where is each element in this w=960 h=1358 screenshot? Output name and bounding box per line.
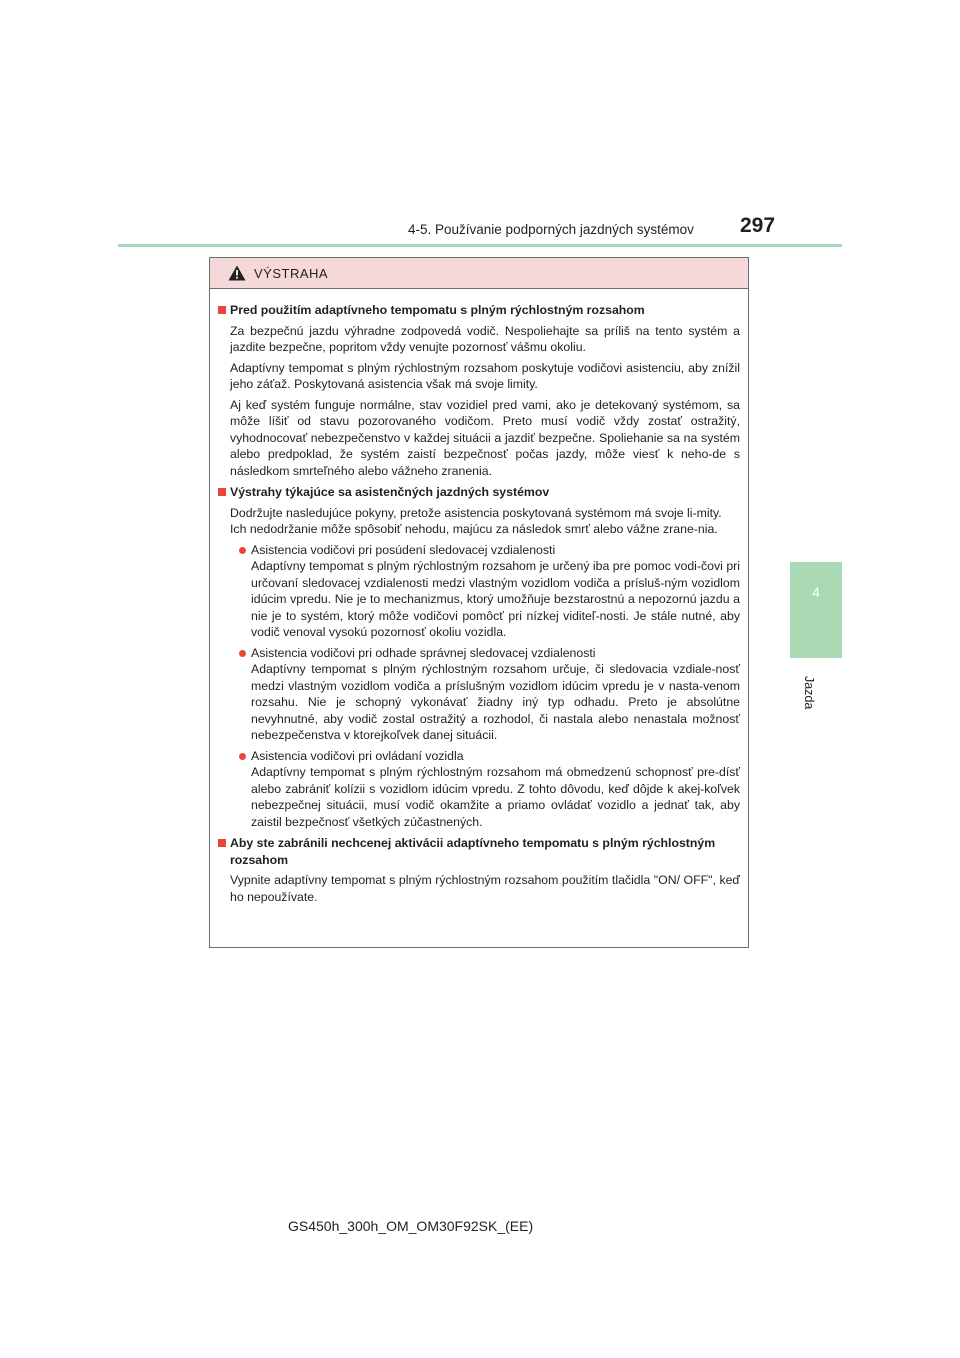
circle-bullet-icon	[239, 547, 246, 554]
section-title: Pred použitím adaptívneho tempomatu s plným rýchlostným rozsahom	[218, 302, 740, 319]
circle-bullet-icon	[239, 650, 246, 657]
bullet-text: Adaptívny tempomat s plným rýchlostným rozsahom má obmedzenú schopnosť pre-dísť alebo zabrániť kolízii s vozidlom idúcim vpredu. Z tohto dôvodu, keď dôjde k akej-koľvek nebezpečnej situácii, musí vodič okamžite a priamo ovládať vozidlo a jednať tak, aby zaistil bezpečnosť všetkých zúčastnených.	[251, 765, 740, 829]
paragraph: Aj keď systém funguje normálne, stav vozidiel pred vami, ako je detekovaný systémom, sa môže líšiť od stavu pozorovaného vodičom. Preto musí vodič vždy zostať ostražitý, vyhodnocovať nebezpečenstvo v každej situácii a jazdiť bezpečne. Spoliehanie sa na systém alebo predpoklad, že systém zaistí bezpečnosť počas jazdy, môže viesť k neho-de s následkom smrteľného alebo vážneho zranenia.	[230, 397, 740, 478]
square-bullet-icon	[218, 306, 226, 314]
page-number: 297	[740, 214, 776, 237]
header-divider	[118, 244, 842, 247]
bullet-title: Asistencia vodičovi pri odhade správnej sledovacej vzdialenosti	[251, 645, 596, 660]
page-header-title: 4-5. Používanie podporných jazdných systémov	[408, 222, 694, 237]
list-item	[239, 748, 740, 831]
warning-title: VÝSTRAHA	[254, 265, 329, 281]
warning-triangle-icon	[228, 265, 246, 281]
paragraph: Adaptívny tempomat s plným rýchlostným rozsahom poskytuje vodičovi asistenciu, aby znížil jeho záťaž. Poskytovaná asistencia však má svoje limity.	[230, 360, 740, 391]
chapter-tab	[790, 562, 842, 658]
paragraph: Za bezpečnú jazdu výhradne zodpovedá vodič. Nespoliehajte sa príliš na tento systém a jazdite bezpečne, popritom vždy venujte pozornosť vášmu okoliu.	[230, 323, 740, 354]
square-bullet-icon	[218, 488, 226, 496]
section-title: Aby ste zabránili nechcenej aktivácii adaptívneho tempomatu s plným rýchlostným rozsahom	[218, 835, 740, 868]
bullet-title: Asistencia vodičovi pri posúdení sledovacej vzdialenosti	[251, 542, 556, 557]
list-item	[239, 542, 740, 641]
warning-header	[210, 258, 748, 289]
section-title: Výstrahy týkajúce sa asistenčných jazdných systémov	[218, 484, 740, 501]
warning-box	[209, 257, 749, 948]
bullet-text: Adaptívny tempomat s plným rýchlostným rozsahom určuje, či sledovacia vzdiale-nosť medzi vlastným vozidlom vodiča a príslušným vozidlom idúcim vpredu je v nasta-venom rozsahu. Nie je schopný vykonávať žiadny iný typ odhadu. Preto je absolútne nevyhnutné, aby vodič zostal ostražitý a rozhodol, či nastala alebo nenastala možnosť nebezpečenstva v ktorejkoľvek danej situácii.	[251, 662, 740, 742]
chapter-tab-number: 4	[812, 584, 820, 600]
bullet-title: Asistencia vodičovi pri ovládaní vozidla	[251, 748, 464, 763]
square-bullet-icon	[218, 839, 226, 847]
bullet-text: Adaptívny tempomat s plným rýchlostným rozsahom je určený iba pre pomoc vodi-čovi pri určovaní sledovacej vzdialenosti medzi vlastným vozidlom vodiča a prísluš-ným vozidlom idúcim vpredu. Nie je to mechanizmus, ktorý umožňuje bezstarostnú a nepozornú jazdu a nie je to systém, ktorý môže vodičovi pomôcť pri nízkej viditeľ-nosti. Je stále nutné, aby vodič venoval vysokú pozornosť okoliu vozidla.	[251, 559, 740, 639]
circle-bullet-icon	[239, 753, 246, 760]
paragraph: Ich nedodržanie môže spôsobiť nehodu, majúcu za následok smrť alebo vážne zrane-nia.	[230, 522, 718, 536]
list-item	[239, 645, 740, 744]
chapter-tab-label: Jazda	[802, 676, 816, 710]
paragraph: Vypnite adaptívny tempomat s plným rýchlostným rozsahom použitím tlačidla "ON/ OFF", keď ho nepoužívate.	[230, 873, 740, 904]
warning-body	[210, 289, 748, 905]
document-code: GS450h_300h_OM_OM30F92SK_(EE)	[288, 1218, 534, 1234]
paragraph: Dodržujte nasledujúce pokyny, pretože asistencia poskytovaná systémom má svoje li-mity.	[230, 505, 722, 520]
